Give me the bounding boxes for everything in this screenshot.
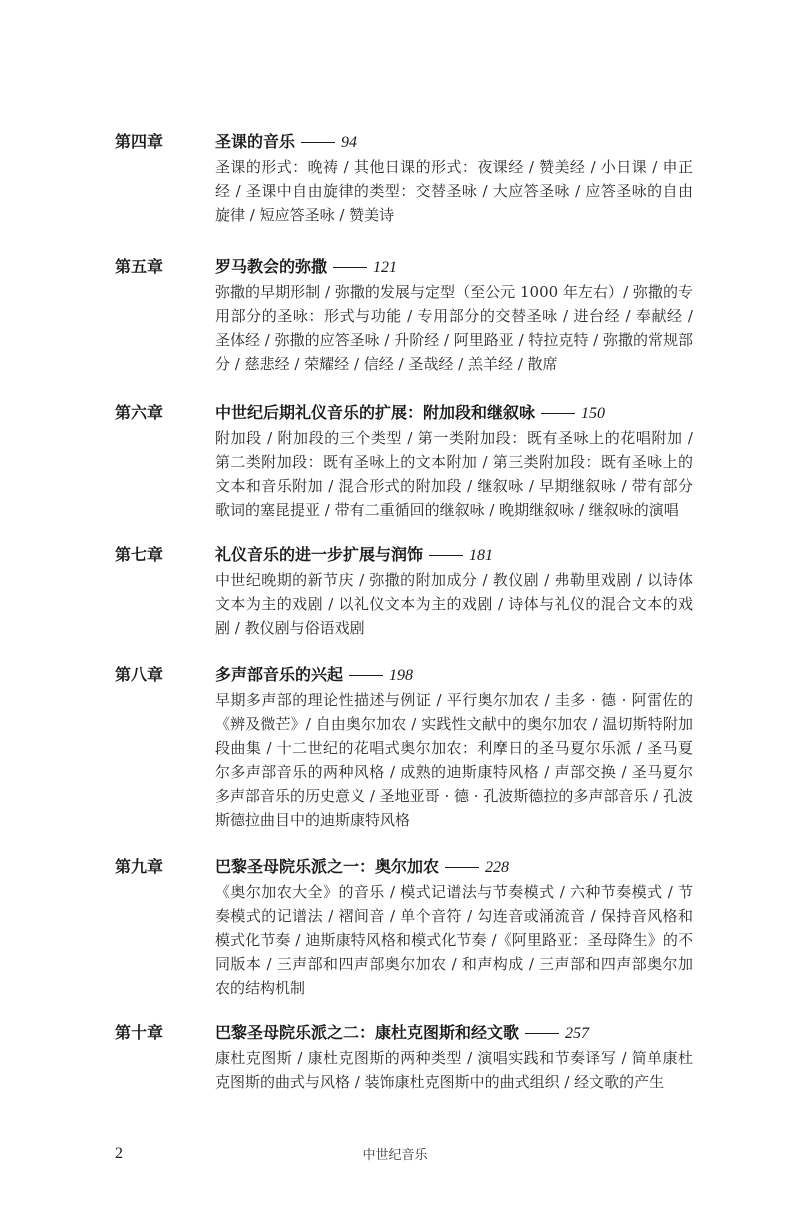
- chapter-page-number: 228: [485, 859, 510, 876]
- leader-line: [429, 555, 463, 556]
- chapter-page-number: 198: [389, 667, 414, 684]
- leader-line: [525, 1033, 559, 1034]
- chapter-number: 第六章: [115, 403, 164, 422]
- leader-line: [541, 413, 575, 414]
- leader-line: [301, 142, 335, 143]
- chapter-page-number: 150: [581, 405, 606, 422]
- chapter-page-number: 94: [341, 134, 358, 151]
- chapter-page-number: 121: [373, 259, 398, 276]
- leader-line: [445, 867, 479, 868]
- chapter-contents: 附加段 / 附加段的三个类型 / 第一类附加段：既有圣咏上的花唱附加 / 第二类附加段：既有圣咏上的文本附加 / 第三类附加段：既有圣咏上的文本和音乐附加 / 混合形式的附加段 / 继叙咏 / 早期继叙咏 / 带有部分歌词的塞昆提亚 / 带有二重循回的继叙咏 / 晚期继叙咏 / 继叙咏的演唱: [215, 429, 693, 519]
- chapter-contents: 中世纪晚期的新节庆 / 弥撒的附加成分 / 教仪剧 / 弗勒里戏剧 / 以诗体文本为主的戏剧 / 以礼仪文本为主的戏剧 / 诗体与礼仪的混合文本的戏剧 / 教仪剧与俗语戏剧: [215, 571, 693, 637]
- chapter-number: 第四章: [115, 132, 164, 151]
- leader-line: [333, 267, 367, 268]
- chapter-page-number: 257: [565, 1025, 590, 1042]
- chapter-title: 多声部音乐的兴起: [215, 665, 344, 684]
- chapter-heading: [215, 1021, 715, 1046]
- chapter-number: 第八章: [115, 665, 164, 684]
- chapter-contents: 圣课的形式：晚祷 / 其他日课的形式：夜课经 / 赞美经 / 小日课 / 申正经 / 圣课中自由旋律的类型：交替圣咏 / 大应答圣咏 / 应答圣咏的自由旋律 / 短应答圣咏 / 赞美诗: [215, 158, 693, 224]
- page-number: 2: [115, 1145, 123, 1162]
- chapter-contents: 早期多声部的理论性描述与例证 / 平行奥尔加农 / 圭多 · 德 · 阿雷佐的《辨及微芒》/ 自由奥尔加农 / 实践性文献中的奥尔加农 / 温切斯特附加段曲集 / 十二世纪的花唱式奥尔加农：利摩日的圣马夏尔乐派 / 圣马夏尔多声部音乐的两种风格 / 成熟的迪斯康特风格 / 声部交换 / 圣马夏尔多声部音乐的历史意义 / 圣地亚哥 · 德 · 孔波斯德拉的多声部音乐 / 孔波斯德拉曲目中的迪斯康特风格: [215, 691, 693, 829]
- chapter-heading: [215, 130, 715, 155]
- chapter-title: 巴黎圣母院乐派之一：奥尔加农: [215, 857, 440, 876]
- chapter-number: 第九章: [115, 857, 164, 876]
- chapter-number: 第五章: [115, 257, 164, 276]
- chapter-contents: 弥撒的早期形制 / 弥撒的发展与定型（至公元 1000 年左右）/ 弥撒的专用部分的圣咏：形式与功能 / 专用部分的交替圣咏 / 进台经 / 奉献经 / 圣体经 / 弥撒的应答圣咏 / 升阶经 / 阿里路亚 / 特拉克特 / 弥撒的常规部分 / 慈悲经 / 荣耀经 / 信经 / 圣哉经 / 羔羊经 / 散席: [215, 283, 693, 373]
- chapter-heading: [215, 663, 715, 688]
- chapter-number: 第十章: [115, 1023, 164, 1042]
- chapter-page-number: 181: [469, 547, 494, 564]
- chapter-heading: [215, 855, 715, 880]
- chapter-title: 中世纪后期礼仪音乐的扩展：附加段和继叙咏: [215, 403, 536, 422]
- chapter-heading: [215, 543, 715, 568]
- chapter-title: 圣课的音乐: [215, 132, 296, 151]
- chapter-title: 礼仪音乐的进一步扩展与润饰: [215, 545, 424, 564]
- chapter-contents: 《奥尔加农大全》的音乐 / 模式记谱法与节奏模式 / 六种节奏模式 / 节奏模式的记谱法 / 褶间音 / 单个音符 / 勾连音或涌流音 / 保持音风格和模式化节奏 / 迪斯康特风格和模式化节奏 /《阿里路亚：圣母降生》的不同版本 / 三声部和四声部奥尔加农 / 和声构成 / 三声部和四声部奥尔加农的结构机制: [215, 883, 693, 997]
- chapter-contents: 康杜克图斯 / 康杜克图斯的两种类型 / 演唱实践和节奏译写 / 简单康杜克图斯的曲式与风格 / 装饰康杜克图斯中的曲式组织 / 经文歌的产生: [215, 1049, 693, 1091]
- leader-line: [349, 675, 383, 676]
- chapter-heading: [215, 255, 715, 280]
- chapter-heading: [215, 401, 715, 426]
- chapter-title: 罗马教会的弥撒: [215, 257, 328, 276]
- running-footer-title: 中世纪音乐: [362, 1148, 428, 1163]
- chapter-title: 巴黎圣母院乐派之二：康杜克图斯和经文歌: [215, 1023, 520, 1042]
- chapter-number: 第七章: [115, 545, 164, 564]
